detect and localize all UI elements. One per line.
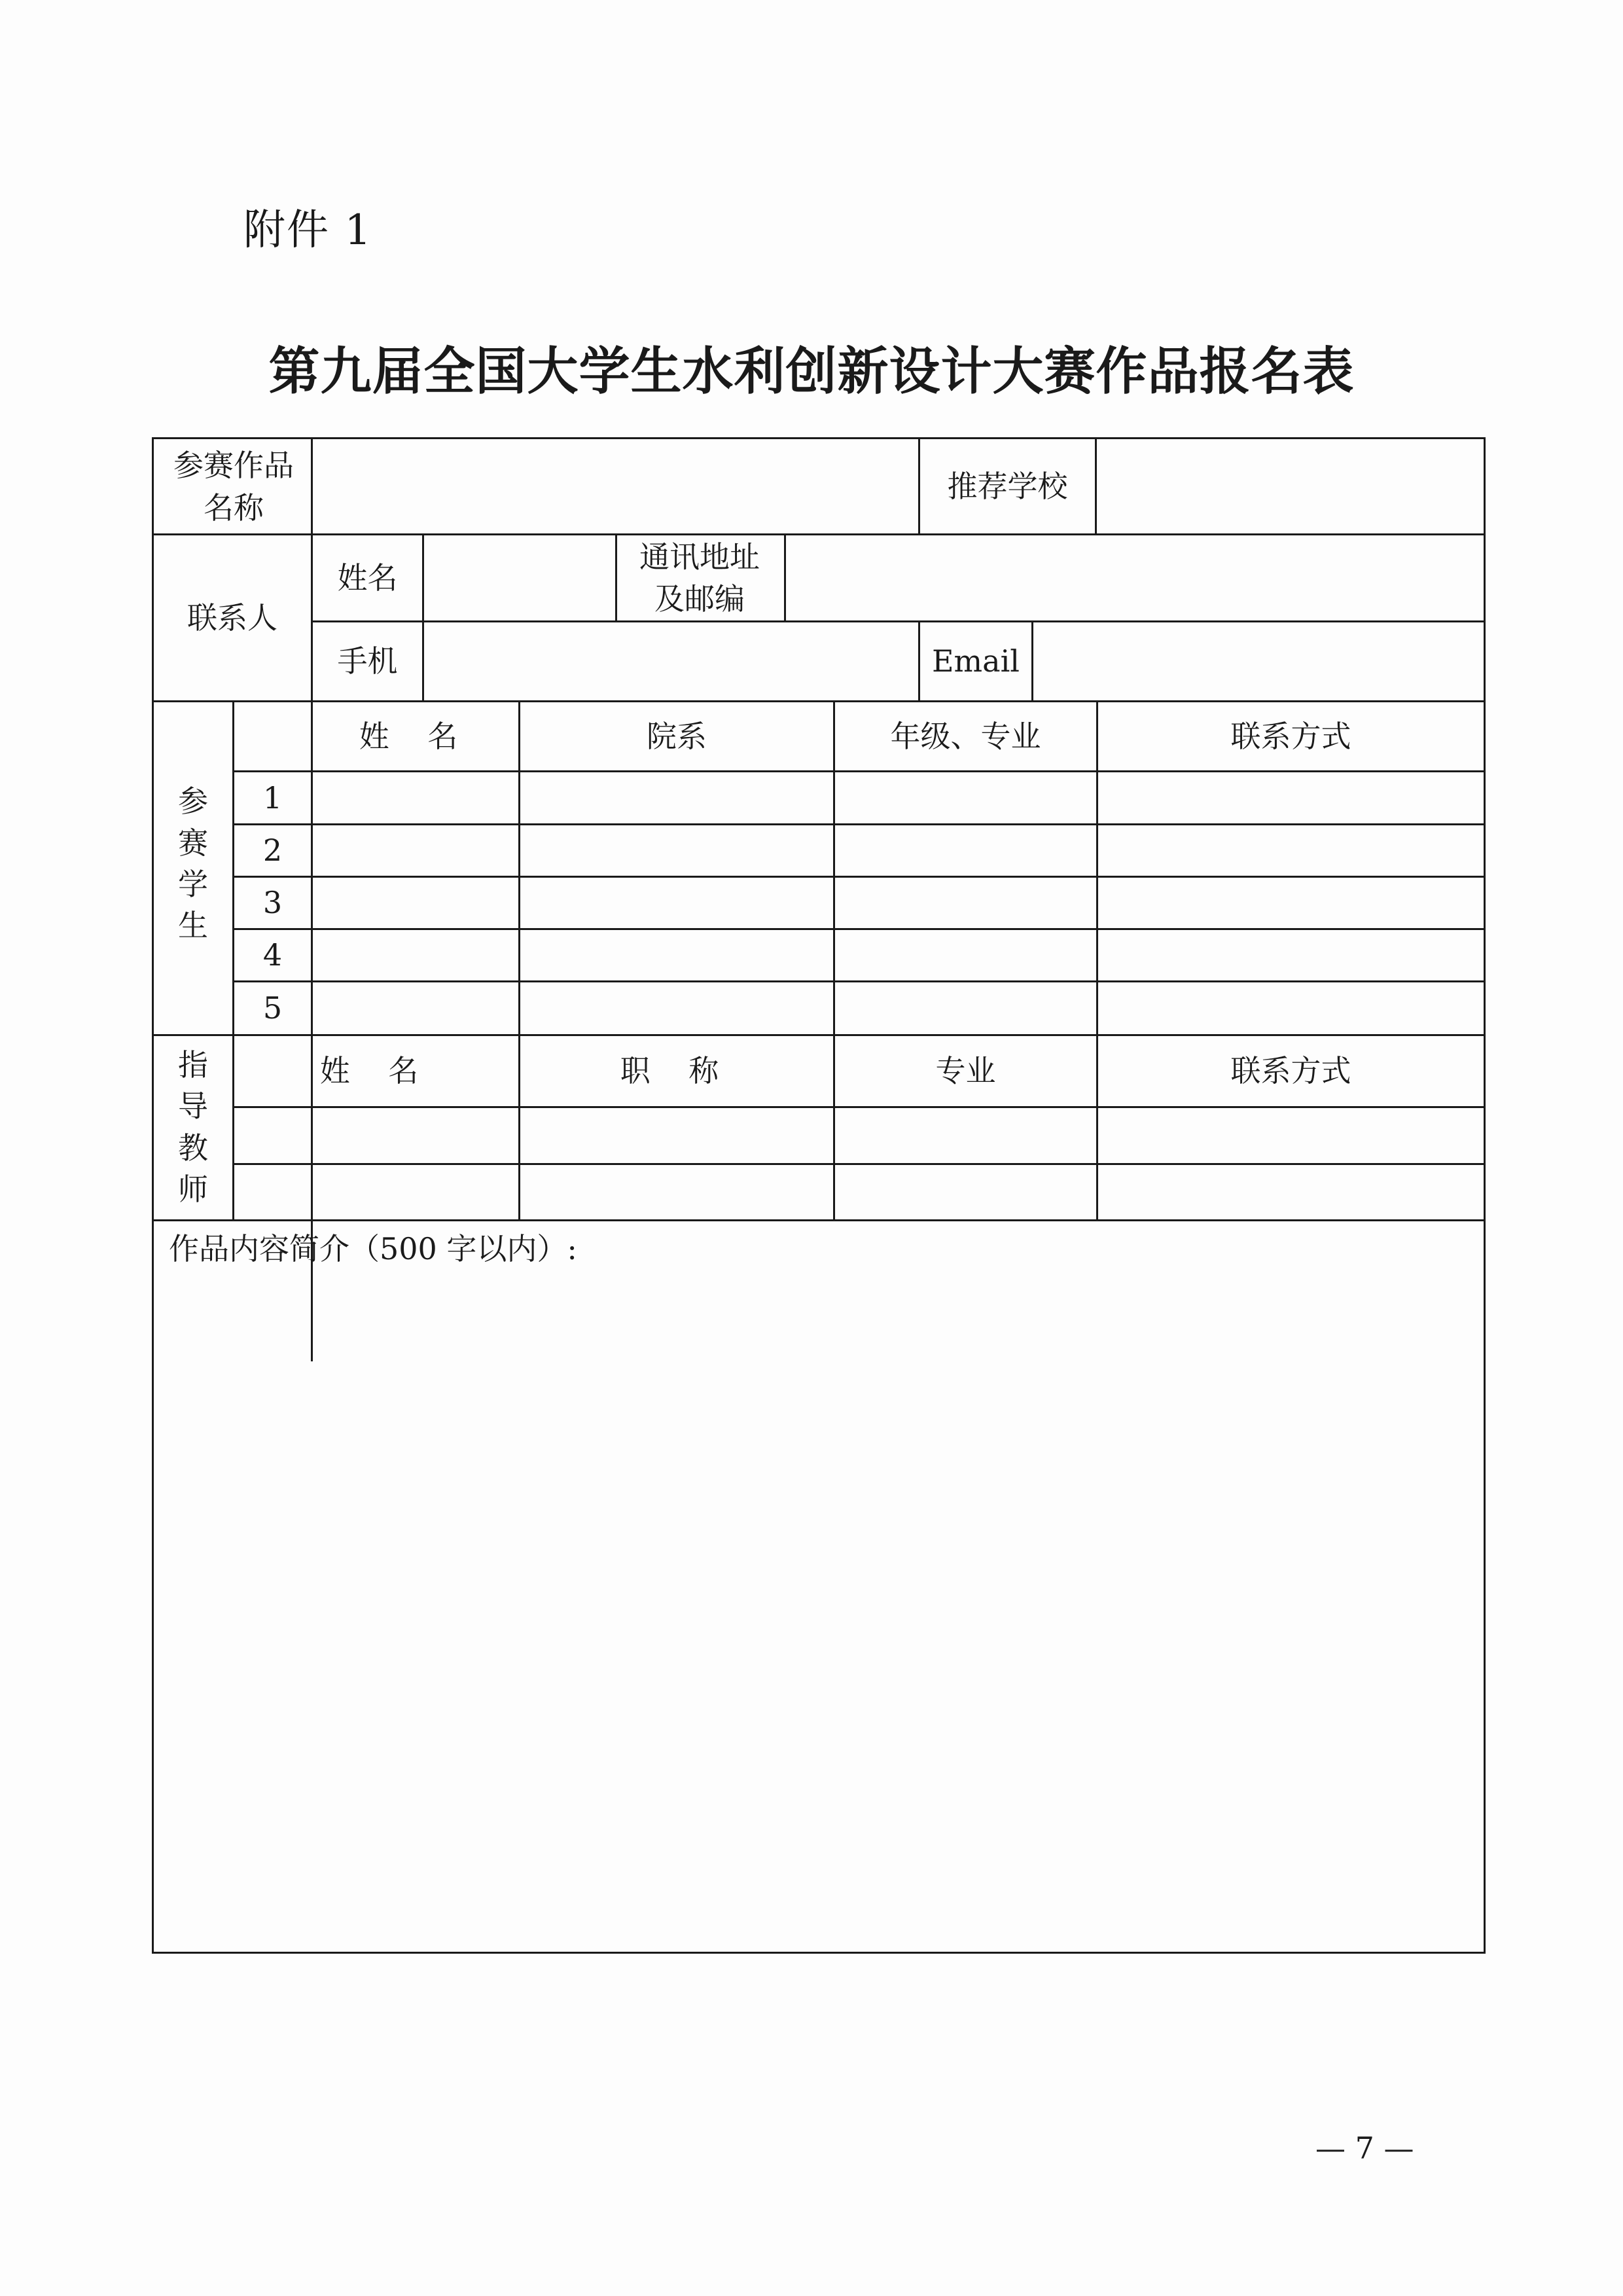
students-header-department: 院系 xyxy=(647,718,707,754)
attachment-label: 附件 1 xyxy=(243,206,373,255)
col-divider xyxy=(615,533,617,622)
form-border-right xyxy=(1484,437,1486,1954)
contact-name-field[interactable] xyxy=(424,535,615,620)
recommending-school-label: 推荐学校 xyxy=(947,468,1068,504)
col-divider xyxy=(833,700,835,1221)
row-divider xyxy=(232,823,1486,825)
email-field[interactable] xyxy=(1033,622,1484,700)
student-row-number: 3 xyxy=(262,885,283,921)
mobile-label: 手机 xyxy=(337,643,398,679)
address-field[interactable] xyxy=(786,535,1484,620)
summary-field[interactable] xyxy=(154,1270,1484,1952)
advisors-header-name: 姓 名 xyxy=(319,1053,433,1089)
students-header-grade-major: 年级、专业 xyxy=(890,718,1041,754)
row-divider xyxy=(232,876,1486,878)
summary-label: 作品内容简介（500 字以内）: xyxy=(169,1231,577,1266)
col-divider xyxy=(1096,700,1098,1221)
advisors-header-title: 职 称 xyxy=(620,1053,734,1089)
advisors-header-contact: 联系方式 xyxy=(1230,1053,1351,1089)
advisors-section-label xyxy=(171,1037,215,1217)
contact-person-label: 联系人 xyxy=(187,600,277,636)
students-section-text: 参赛学生 xyxy=(178,783,208,944)
work-name-field[interactable] xyxy=(313,439,918,533)
row-divider xyxy=(232,770,1486,772)
work-name-label: 参赛作品名称 xyxy=(173,448,294,526)
recommending-school-field[interactable] xyxy=(1097,439,1484,533)
students-header-contact: 联系方式 xyxy=(1230,718,1351,754)
row-divider xyxy=(152,1219,1486,1221)
row-divider xyxy=(232,1106,1486,1108)
address-label: 通讯地址及邮编 xyxy=(639,539,760,617)
col-divider xyxy=(518,700,520,1221)
advisors-header-major: 专业 xyxy=(935,1053,996,1089)
row-divider xyxy=(232,928,1486,930)
row-divider xyxy=(232,980,1486,982)
student-row-number: 5 xyxy=(262,990,283,1026)
row-divider xyxy=(232,1163,1486,1165)
contact-name-label: 姓名 xyxy=(337,560,398,596)
student-row-number: 2 xyxy=(262,833,283,869)
advisors-section-text: 指导教师 xyxy=(178,1047,208,1207)
form-title: 第九届全国大学生水利创新设计大赛作品报名表 xyxy=(268,342,1355,401)
student-row-number: 1 xyxy=(262,780,283,816)
student-row-number: 4 xyxy=(262,937,283,973)
email-label: Email xyxy=(931,643,1020,679)
page-number: — 7 — xyxy=(1315,2130,1414,2166)
students-section-label xyxy=(171,766,215,962)
mobile-field[interactable] xyxy=(424,622,918,700)
form-border-bottom xyxy=(152,1952,1486,1954)
students-header-name: 姓 名 xyxy=(359,718,473,754)
